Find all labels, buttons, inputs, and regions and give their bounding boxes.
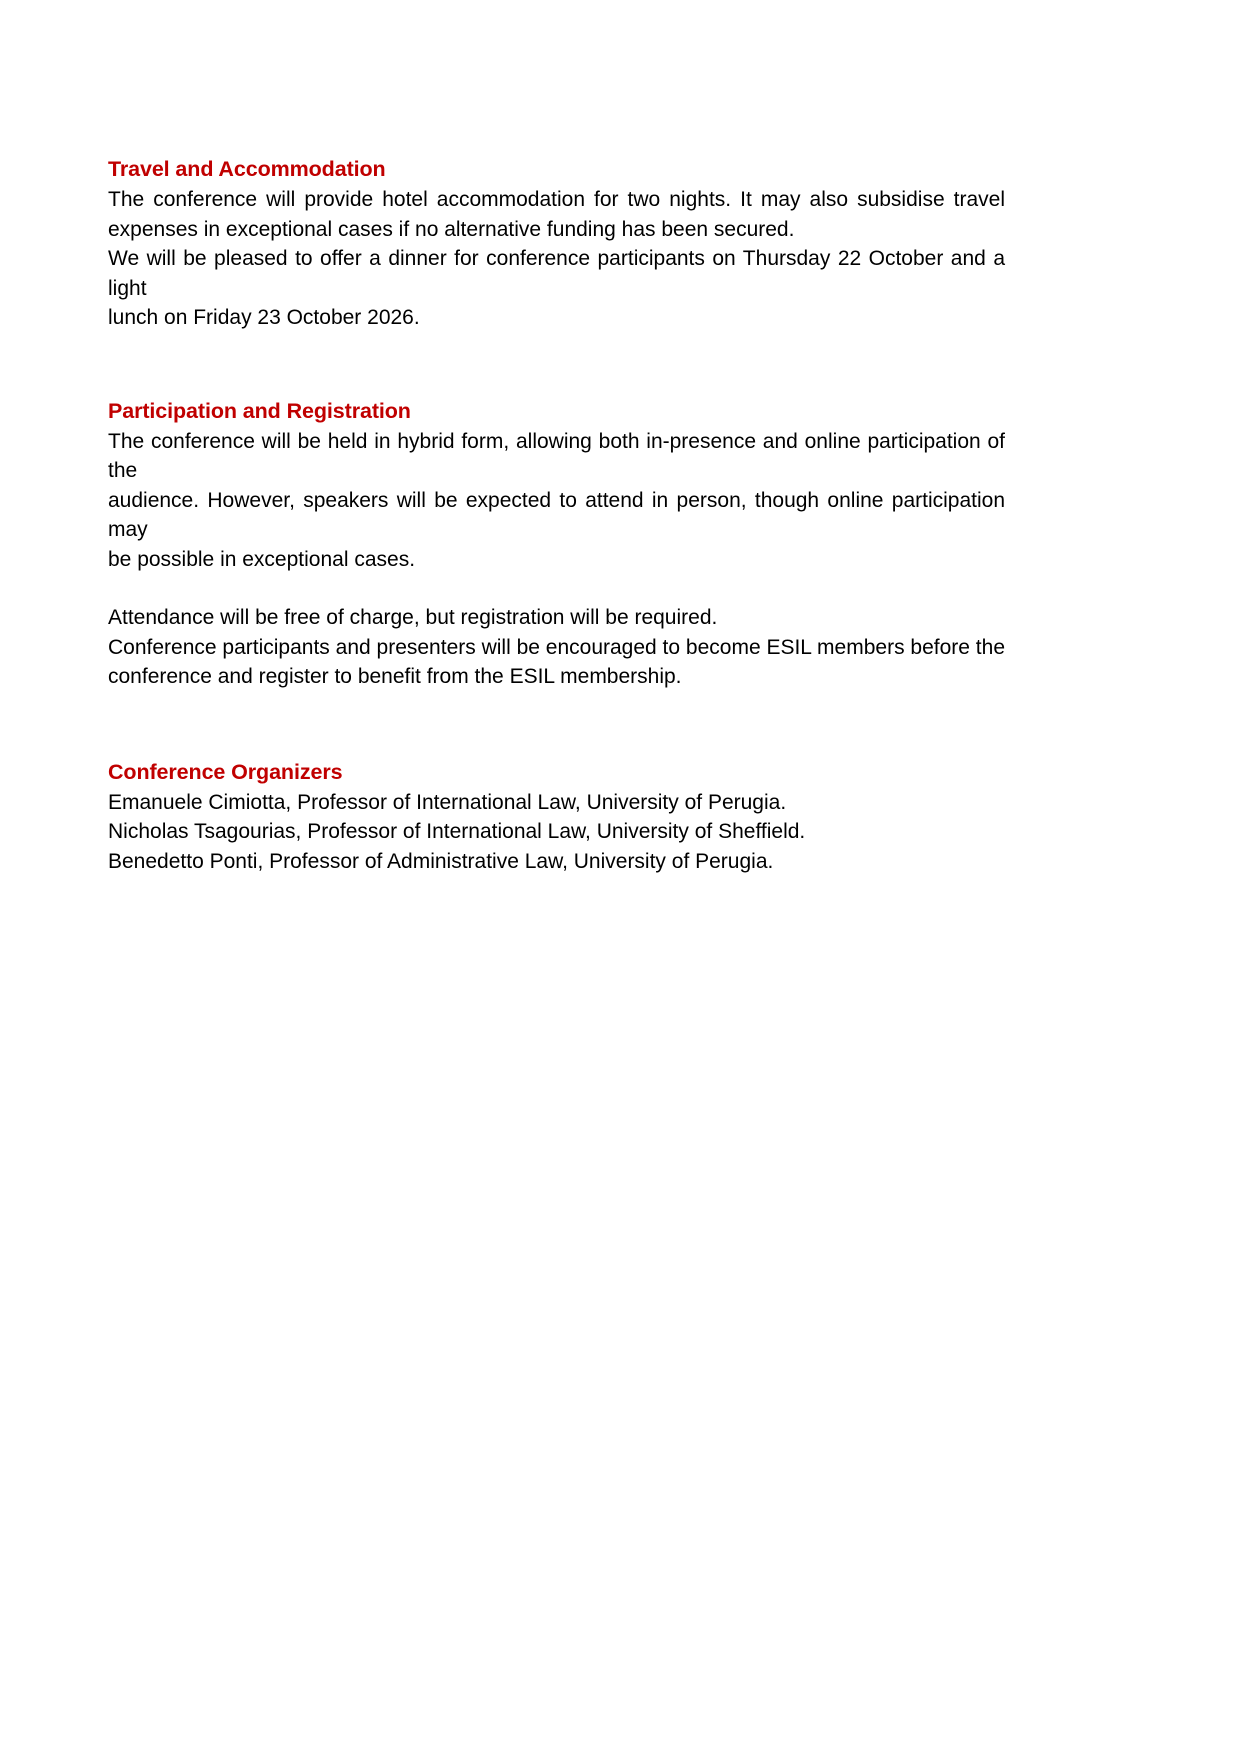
- section-spacer: [108, 692, 1005, 758]
- section-heading-conference-organizers: Conference Organizers: [108, 759, 343, 784]
- paragraph-line: be possible in exceptional cases.: [108, 547, 416, 571]
- paragraph-line: Attendance will be free of charge, but registration will be required.: [108, 606, 718, 629]
- paragraph-line: Conference participants and presenters will be encouraged to become ESIL members before the: [108, 635, 1005, 659]
- paragraph-participation-2: [108, 603, 1005, 633]
- paragraph-travel-1: [108, 185, 1005, 244]
- section-travel-and-accommodation: [108, 155, 1005, 333]
- document-body: [108, 155, 1005, 876]
- paragraph-line: audience. However, speakers will be expected to attend in person, though online participation may: [108, 488, 1005, 541]
- paragraph-line: conference and register to benefit from the ESIL membership.: [108, 665, 682, 688]
- organizer-item: Emanuele Cimiotta, Professor of International Law, University of Perugia.: [108, 790, 787, 814]
- paragraph-spacer: [108, 574, 1005, 603]
- section-participation-and-registration: [108, 397, 1005, 692]
- paragraph-travel-2: [108, 244, 1005, 333]
- paragraph-participation-1: [108, 427, 1005, 575]
- paragraph-line: lunch on Friday 23 October 2026.: [108, 306, 420, 329]
- paragraph-line: We will be pleased to offer a dinner for conference participants on Thursday 22 October and a light: [108, 247, 1005, 300]
- section-heading-participation-and-registration: Participation and Registration: [108, 398, 411, 423]
- paragraph-line: The conference will provide hotel accommodation for two nights. It may also subsidise travel: [108, 188, 1005, 211]
- section-heading-travel-and-accommodation: Travel and Accommodation: [108, 157, 386, 181]
- paragraph-participation-3: [108, 633, 1005, 692]
- section-conference-organizers: [108, 758, 1005, 877]
- paragraph-line: The conference will be held in hybrid form, allowing both in-presence and online participation of the: [108, 429, 1005, 482]
- organizer-item: Benedetto Ponti, Professor of Administrative Law, University of Perugia.: [108, 849, 774, 873]
- paragraph-line: expenses in exceptional cases if no alternative funding has been secured.: [108, 217, 795, 241]
- section-spacer: [108, 333, 1005, 397]
- organizer-item: Nicholas Tsagourias, Professor of International Law, University of Sheffield.: [108, 820, 806, 843]
